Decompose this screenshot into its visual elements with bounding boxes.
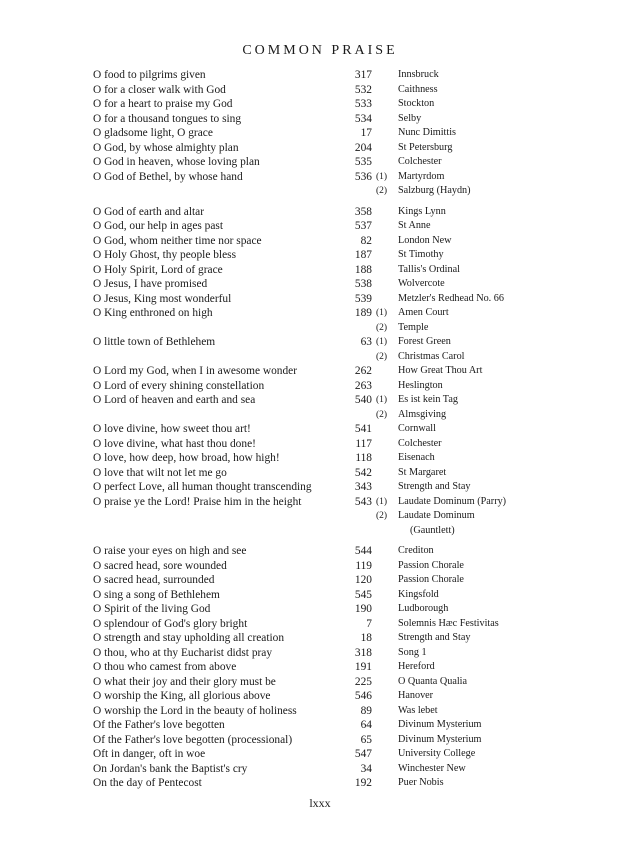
tune-name: Was lebet xyxy=(398,704,438,716)
index-entry xyxy=(0,451,640,466)
hymn-number: 188 xyxy=(354,263,372,276)
index-entry xyxy=(0,292,640,307)
hymn-number: 204 xyxy=(354,141,372,154)
hymn-number: 34 xyxy=(360,762,372,775)
hymn-number: 189 xyxy=(354,307,372,319)
tune-name: Caithness xyxy=(398,83,438,95)
hymn-number: 119 xyxy=(355,559,372,572)
first-line: O Spirit of the living God xyxy=(93,603,211,615)
first-line: O love divine, what hast thou done! xyxy=(93,437,256,450)
first-line: Of the Father's love begotten (processional) xyxy=(93,733,293,746)
first-line: O Lord my God, when I in awesome wonder xyxy=(93,365,298,377)
first-line: O worship the Lord in the beauty of holiness xyxy=(93,704,297,717)
hymn-number: 542 xyxy=(354,466,372,479)
first-line: O Holy Ghost, thy people bless xyxy=(93,249,237,261)
index-entry xyxy=(0,277,640,292)
tune-name: St Anne xyxy=(398,220,431,231)
hymn-number: 540 xyxy=(354,394,372,406)
index-entry xyxy=(0,704,640,719)
first-line: O worship the King, all glorious above xyxy=(93,690,271,702)
tune-name: Christmas Carol xyxy=(398,350,465,362)
hymn-number: 358 xyxy=(354,205,372,218)
index-entry xyxy=(0,170,640,185)
index-entry xyxy=(0,321,640,336)
first-line: O gladsome light, O grace xyxy=(93,127,213,139)
tune-name: St Petersburg xyxy=(398,141,453,153)
index-entry xyxy=(0,495,640,510)
hymn-number: 537 xyxy=(354,220,372,232)
tune-variant: (1) xyxy=(376,308,388,318)
tune-name: Temple xyxy=(398,321,429,333)
index-entry xyxy=(0,588,640,603)
tune-name: University College xyxy=(398,748,476,759)
hymn-number: 546 xyxy=(354,690,372,702)
first-line: O love, how deep, how broad, how high! xyxy=(93,452,280,464)
tune-variant: (2) xyxy=(376,186,388,196)
tune-name: Selby xyxy=(398,112,422,124)
first-line: O praise ye the Lord! Praise him in the height xyxy=(93,495,302,508)
hymn-number: 82 xyxy=(360,234,372,247)
first-line: O King enthroned on high xyxy=(93,307,213,319)
first-line: On Jordan's bank the Baptist's cry xyxy=(93,762,248,775)
tune-name: Hanover xyxy=(398,690,434,701)
tune-variant: (2) xyxy=(376,511,388,521)
first-line: O for a thousand tongues to sing xyxy=(93,112,242,125)
index-entry xyxy=(0,437,640,452)
index-entry xyxy=(0,524,640,539)
index-entry xyxy=(0,350,640,365)
tune-name: St Timothy xyxy=(398,249,444,260)
first-line: O God, whom neither time nor space xyxy=(93,234,262,247)
index-entry xyxy=(0,466,640,481)
first-line: O thou, who at thy Eucharist didst pray xyxy=(93,646,273,659)
first-line: On the day of Pentecost xyxy=(93,777,202,789)
tune-name: Puer Nobis xyxy=(398,777,444,788)
hymn-number: 120 xyxy=(354,574,372,586)
hymn-number: 262 xyxy=(354,365,372,377)
tune-name: Nunc Dimittis xyxy=(398,127,457,138)
hymn-number: 547 xyxy=(354,748,372,760)
hymn-number: 118 xyxy=(355,452,372,464)
index-entry xyxy=(0,155,640,170)
index-entry xyxy=(0,718,640,733)
first-line: O love that wilt not let me go xyxy=(93,466,227,479)
index-entry xyxy=(0,112,640,127)
first-line: O for a closer walk with God xyxy=(93,83,226,96)
first-line: Of the Father's love begotten xyxy=(93,719,225,731)
first-line: O sacred head, sore wounded xyxy=(93,559,227,572)
first-line: O God, by whose almighty plan xyxy=(93,141,239,154)
first-line: O what their joy and their glory must be xyxy=(93,675,276,688)
first-line: O strength and stay upholding all creation xyxy=(93,632,285,644)
tune-name: Laudate Dominum (Parry) xyxy=(398,495,507,507)
hymn-number: 534 xyxy=(354,112,372,125)
tune-name: Colchester xyxy=(398,156,442,167)
tune-name: Stockton xyxy=(398,98,435,109)
first-line: O Jesus, King most wonderful xyxy=(93,292,232,305)
hymn-number: 536 xyxy=(354,170,372,183)
tune-name: Kingsfold xyxy=(398,588,439,600)
tune-name: Strength and Stay xyxy=(398,632,471,643)
index-entry xyxy=(0,408,640,423)
tune-name: Innsbruck xyxy=(398,69,439,80)
tune-variant: (1) xyxy=(376,337,388,347)
hymn-number: 187 xyxy=(354,249,372,261)
hymn-number: 532 xyxy=(354,83,372,96)
index-entry xyxy=(0,733,640,748)
hymn-number: 541 xyxy=(354,423,372,435)
index-entry xyxy=(0,544,640,559)
index-entry xyxy=(0,234,640,249)
index-entry xyxy=(0,602,640,617)
hymn-number: 538 xyxy=(354,278,372,290)
index-entry xyxy=(0,248,640,263)
hymn-number: 539 xyxy=(354,292,372,305)
first-line: O food to pilgrims given xyxy=(93,69,206,81)
index-entry xyxy=(0,422,640,437)
tune-name: Song 1 xyxy=(398,646,427,658)
tune-name: Amen Court xyxy=(398,307,449,318)
tune-name: Metzler's Redhead No. 66 xyxy=(398,292,504,304)
index-entry xyxy=(0,97,640,112)
index-entry xyxy=(0,509,640,524)
hymn-number: 318 xyxy=(354,646,372,659)
hymn-number: 63 xyxy=(360,336,372,348)
index-entry xyxy=(0,306,640,321)
first-line: Oft in danger, oft in woe xyxy=(93,748,206,760)
hymn-number: 317 xyxy=(354,69,372,81)
index-entry xyxy=(0,762,640,777)
tune-name: Laudate Dominum xyxy=(398,510,475,521)
tune-name: Hereford xyxy=(398,661,435,672)
tune-name: Es ist kein Tag xyxy=(398,394,458,405)
index-entry xyxy=(0,660,640,675)
index-entry xyxy=(0,263,640,278)
hymn-number: 89 xyxy=(360,704,372,717)
hymn-number: 343 xyxy=(354,481,372,493)
index-entry xyxy=(0,335,640,350)
tune-name: St Margaret xyxy=(398,466,447,478)
tune-name: O Quanta Qualia xyxy=(398,675,468,687)
first-line: O splendour of God's glory bright xyxy=(93,617,248,630)
first-lines-index xyxy=(0,68,640,791)
hymn-number: 64 xyxy=(360,719,372,731)
tune-name: Passion Chorale xyxy=(398,559,464,571)
index-entry xyxy=(0,675,640,690)
tune-name: Forest Green xyxy=(398,336,451,347)
tune-name: London New xyxy=(398,234,452,246)
hymn-number: 17 xyxy=(360,127,372,139)
tune-name: How Great Thou Art xyxy=(398,365,483,376)
index-entry xyxy=(0,573,640,588)
hymn-number: 533 xyxy=(354,98,372,110)
tune-variant: (1) xyxy=(376,395,388,405)
index-entry xyxy=(0,184,640,199)
tune-name: Heslington xyxy=(398,379,443,391)
first-line: O love divine, how sweet thou art! xyxy=(93,423,251,435)
index-entry xyxy=(0,480,640,495)
hymn-number: 192 xyxy=(354,777,372,789)
tune-name: Divinum Mysterium xyxy=(398,733,482,745)
tune-name: Passion Chorale xyxy=(398,574,464,585)
hymn-number: 7 xyxy=(366,617,372,630)
index-entry xyxy=(0,219,640,234)
first-line: O God, our help in ages past xyxy=(93,220,224,232)
tune-name: Wolvercote xyxy=(398,278,445,289)
index-entry xyxy=(0,631,640,646)
tune-name: Winchester New xyxy=(398,762,466,774)
tune-name: Salzburg (Haydn) xyxy=(398,185,471,196)
first-line: O Jesus, I have promised xyxy=(93,278,208,290)
hymn-number: 543 xyxy=(354,495,372,508)
tune-name: Crediton xyxy=(398,545,434,556)
tune-name: Cornwall xyxy=(398,423,436,434)
page-number: lxxx xyxy=(309,796,331,810)
first-line: O for a heart to praise my God xyxy=(93,98,233,110)
index-entry xyxy=(0,689,640,704)
tune-name: Ludborough xyxy=(398,603,449,614)
index-entry xyxy=(0,559,640,574)
tune-variant: (1) xyxy=(376,171,388,182)
tune-name: Strength and Stay xyxy=(398,481,471,492)
index-entry xyxy=(0,205,640,220)
first-line: O raise your eyes on high and see xyxy=(93,545,247,557)
index-entry xyxy=(0,364,640,379)
tune-name: Solemnis Hæc Festivitas xyxy=(398,617,499,629)
first-line: O God of earth and altar xyxy=(93,205,205,218)
hymn-number: 535 xyxy=(354,156,372,168)
running-header: COMMON PRAISE xyxy=(242,43,398,58)
index-entry xyxy=(0,141,640,156)
index-entry xyxy=(0,747,640,762)
index-entry xyxy=(0,393,640,408)
hymn-number: 18 xyxy=(360,632,372,644)
tune-name: Divinum Mysterium xyxy=(398,719,482,730)
tune-name: Colchester xyxy=(398,437,442,449)
hymn-number: 545 xyxy=(354,588,372,601)
index-entry xyxy=(0,68,640,83)
index-entry xyxy=(0,776,640,791)
tune-variant: (2) xyxy=(376,409,388,420)
tune-name: Tallis's Ordinal xyxy=(398,263,460,275)
first-line: O God of Bethel, by whose hand xyxy=(93,170,243,183)
first-line: O Lord of heaven and earth and sea xyxy=(93,394,256,406)
tune-name: Almsgiving xyxy=(398,408,447,420)
hymn-number: 190 xyxy=(354,603,372,615)
first-line: O God in heaven, whose loving plan xyxy=(93,156,260,168)
first-line: O thou who camest from above xyxy=(93,661,237,673)
first-line: O sacred head, surrounded xyxy=(93,574,215,586)
tune-name: (Gauntlett) xyxy=(410,524,455,536)
hymn-number: 263 xyxy=(354,379,372,392)
first-line: O little town of Bethlehem xyxy=(93,336,216,348)
hymn-number: 65 xyxy=(360,733,372,746)
first-line: O Lord of every shining constellation xyxy=(93,379,265,392)
hymn-number: 117 xyxy=(355,437,372,450)
index-entry xyxy=(0,646,640,661)
first-line: O Holy Spirit, Lord of grace xyxy=(93,263,223,276)
first-line: O perfect Love, all human thought transcending xyxy=(93,481,312,493)
tune-variant: (2) xyxy=(376,351,388,362)
tune-name: Eisenach xyxy=(398,452,435,463)
index-entry xyxy=(0,126,640,141)
hymn-number: 225 xyxy=(354,675,372,688)
hymn-number: 191 xyxy=(354,661,372,673)
hymn-number: 544 xyxy=(354,545,372,557)
first-line: O sing a song of Bethlehem xyxy=(93,588,220,601)
tune-name: Kings Lynn xyxy=(398,205,446,217)
tune-variant: (2) xyxy=(376,322,388,333)
tune-variant: (1) xyxy=(376,496,388,507)
index-entry xyxy=(0,83,640,98)
index-entry xyxy=(0,617,640,632)
index-entry xyxy=(0,379,640,394)
tune-name: Martyrdom xyxy=(398,170,445,182)
